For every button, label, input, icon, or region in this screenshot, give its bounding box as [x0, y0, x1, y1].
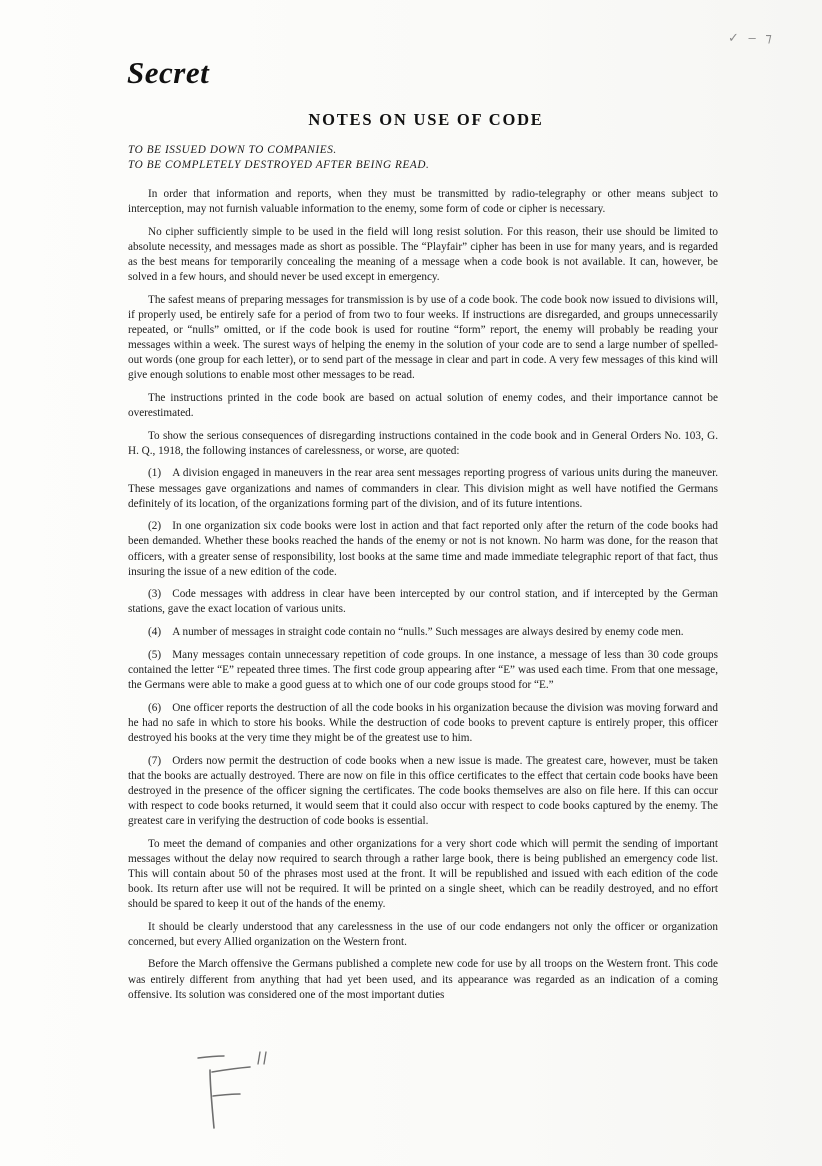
paragraph: (3) Code messages with address in clear have been intercepted by our control station, and if intercepted by the German stations, gave the exact location of various units. [128, 588, 718, 616]
paragraph: To show the serious consequences of disregarding instructions contained in the code book and in General Orders No. 103, G. H. Q., 1918, the following instances of carelessness, or worse, are quoted: [128, 429, 718, 457]
paragraph: (1) A division engaged in maneuvers in the rear area sent messages reporting progress of various units during the maneuver. These messages gave organizations and names of commanders in clear. This division might as well have notified the Germans definitely of its location, of the organizations forming part of the division, and of its future intentions. [128, 467, 718, 510]
paragraph: No cipher sufficiently simple to be used in the field will long resist solution. For this reason, their use should be limited to absolute necessity, and messages made as short as possible. The “Playfair” cipher has been in use for many years, and is regarded as the best means for temporarily concealing the meaning of a message when a code book is not available. It can, however, be solved in a few hours, and should never be used except in emergency. [128, 225, 718, 284]
document-body [128, 187, 718, 1010]
paragraph: To meet the demand of companies and other organizations for a very short code which will permit the sending of important messages without the delay now required to search through a rather large book, there is being published an emergency code list. This will contain about 50 of the phrases most used at the front. It will be republished and issued with each edition of the code book. Its return after use will not be required. It will be printed on a single sheet, which can be readily destroyed, and no effort should be spared to keep it out of the hands of the enemy. [128, 837, 718, 910]
paragraph: The safest means of preparing messages for transmission is by use of a code book. The code book now issued to divisions will, if properly used, be entirely safe for a period of from two to four weeks. If instructions are disregarded, and groups unnecessarily repeated, or “nulls” omitted, or if the code book is used for routine “form” report, the enemy will probably be reading your messages within a week. The surest ways of helping the enemy in the solution of your code are to send a large number of spelled-out words (one group for each letter), or to send part of the message in clear and part in code. A very few messages of this kind will give enough solutions to enable most other messages to be read. [128, 293, 718, 382]
secret-heading: Secret [127, 55, 210, 90]
handwritten-mark [176, 1048, 286, 1138]
distribution-instructions [128, 143, 429, 173]
paragraph: (5) Many messages contain unnecessary repetition of code groups. In one instance, a message of less than 30 code groups contained the letter “E” repeated three times. The first code group appearing after “E” was used each time. From that one message, the Germans were able to make a good guess at to which one of our code groups stood for “E.” [128, 648, 718, 691]
paragraph: (7) Orders now permit the destruction of code books when a new issue is made. The greatest care, however, must be taken that the books are actually destroyed. There are now on file in this office certificates to the effect that certain code books have been destroyed in the presence of the officer signing the certificates. The code books themselves are also on file here. If this can occur with respect to code books returned, it would seem that it could also occur with respect to code books captured by the enemy. The greatest care in verifying the destruction of code books is essential. [128, 754, 718, 827]
paragraph: It should be clearly understood that any carelessness in the use of our code endangers not only the officer or organization concerned, but every Allied organization on the Western front. [128, 920, 718, 948]
paragraph: In order that information and reports, when they must be transmitted by radio-telegraphy or other means subject to interception, may not furnish valuable information to the enemy, some form of code or cipher is necessary. [128, 188, 718, 216]
subtitle-line: TO BE ISSUED DOWN TO COMPANIES. [128, 144, 337, 156]
document-title: NOTES ON USE OF CODE [308, 110, 544, 129]
paragraph: (2) In one organization six code books were lost in action and that fact reported only after the return of the code books had been demanded. Whether these books reached the hands of the enemy or not is not known. No harm was done, for the reason that officers, with a greater sense of responsibility, lost books at the same time and made immediate telegraphic report of that fact, thus insuring the issue of a new edition of the code. [128, 520, 718, 578]
paragraph: Before the March offensive the Germans published a complete new code for use by all troops on the Western front. This code was entirely different from anything that had yet been used, and its appearance was regarded as an indication of a coming offensive. Its solution was considered one of the most important duties [128, 958, 718, 1001]
corner-pencil-marks: ✓ – ⁊ [728, 30, 775, 45]
paragraph: (6) One officer reports the destruction of all the code books in his organization because the division was moving forward and he had no safe in which to store his books. While the destruction of code books to prevent capture is entirely proper, this officer destroyed his books at the very time they might be of the greatest use to him. [128, 701, 718, 744]
paragraph: (4) A number of messages in straight code contain no “nulls.” Such messages are always desired by enemy code men. [148, 626, 684, 639]
paragraph: The instructions printed in the code book are based on actual solution of enemy codes, and their importance cannot be overestimated. [128, 391, 718, 419]
subtitle-line: TO BE COMPLETELY DESTROYED AFTER BEING READ. [128, 159, 430, 171]
